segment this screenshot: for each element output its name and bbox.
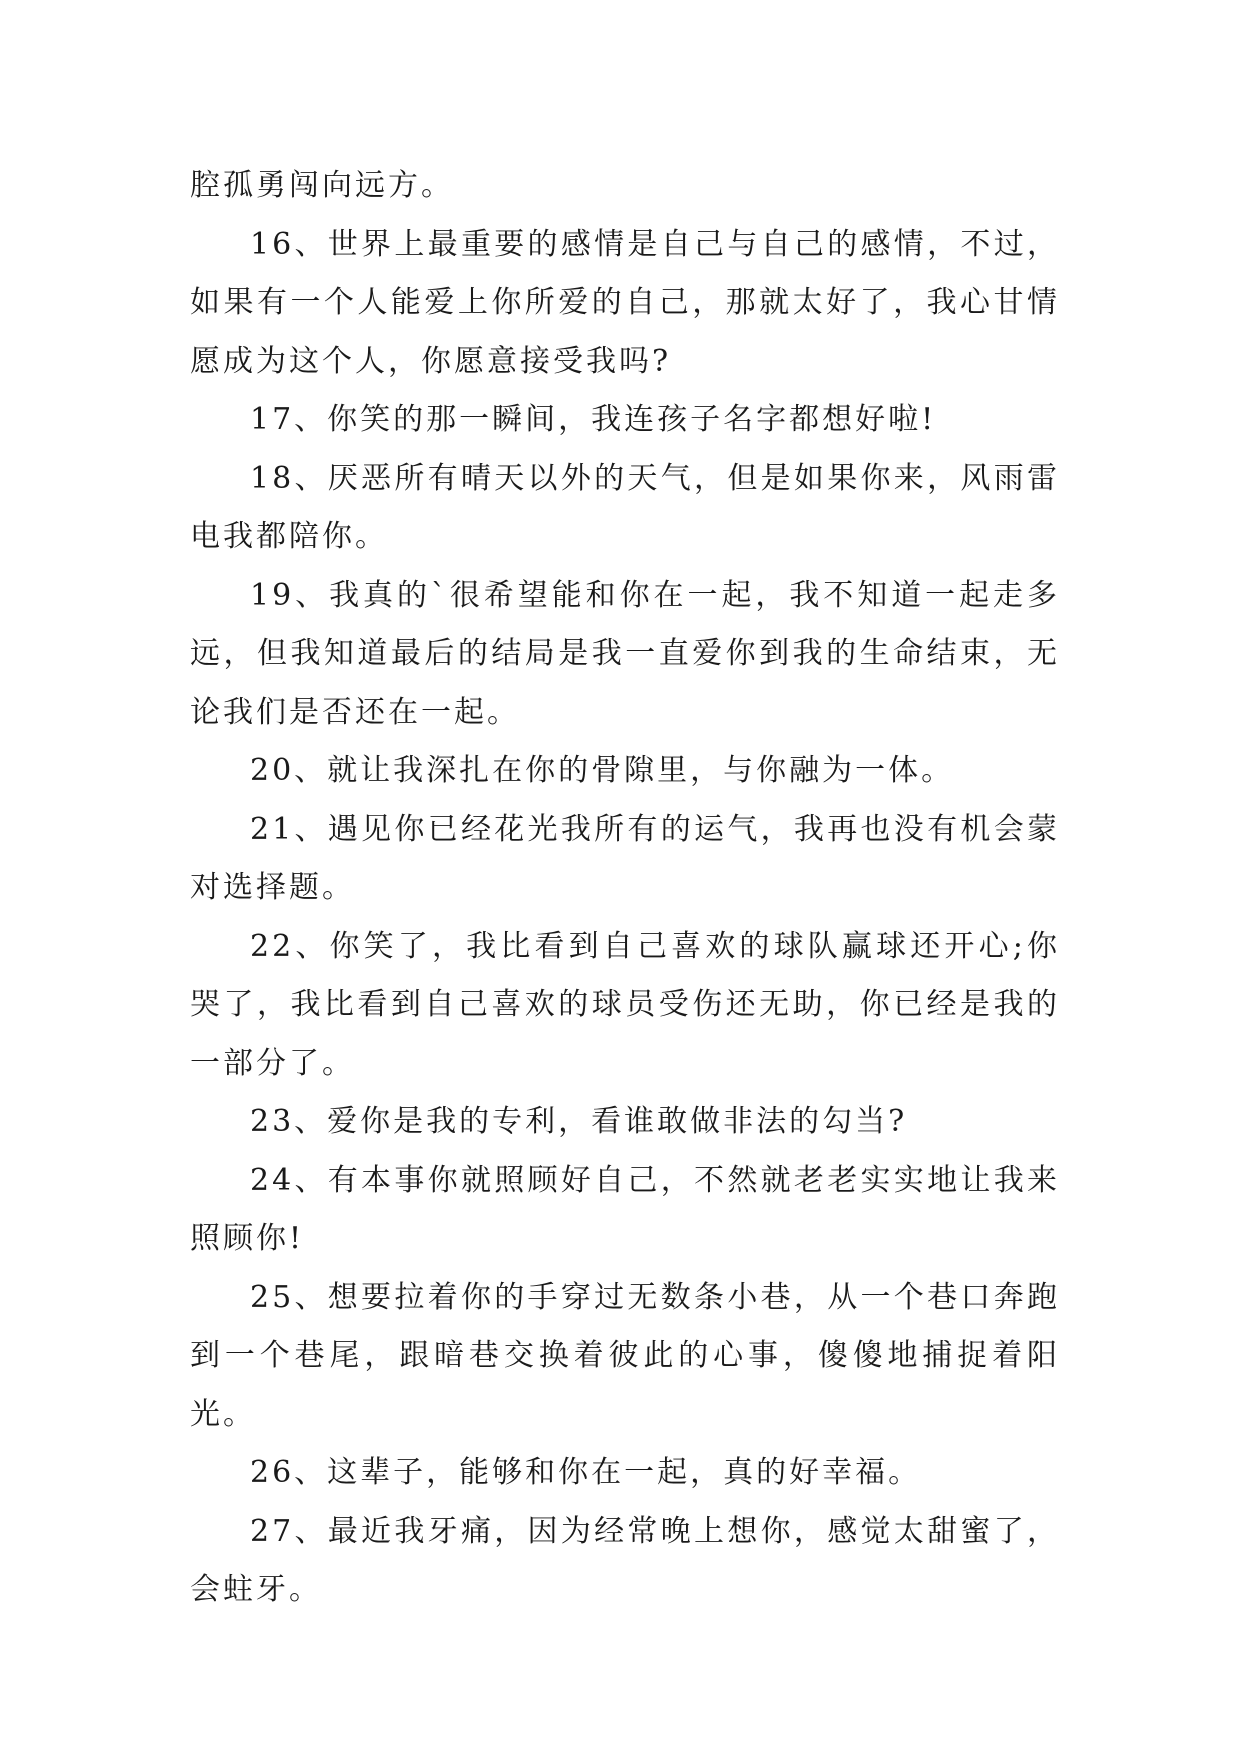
paragraph-18: 18、厌恶所有晴天以外的天气，但是如果你来，风雨雷电我都陪你。 <box>190 460 1060 554</box>
paragraph-19: 19、我真的`很希望能和你在一起，我不知道一起走多远，但我知道最后的结局是我一直爱你到我的生命结束，无论我们是否还在一起。 <box>190 577 1060 730</box>
paragraph-16: 16、世界上最重要的感情是自己与自己的感情，不过，如果有一个人能爱上你所爱的自己，那就太好了，我心甘情愿成为这个人，你愿意接受我吗? <box>190 226 1060 379</box>
paragraph-27: 27、最近我牙痛，因为经常晚上想你，感觉太甜蜜了，会蛀牙。 <box>190 1513 1060 1607</box>
paragraph-25: 25、想要拉着你的手穿过无数条小巷，从一个巷口奔跑到一个巷尾，跟暗巷交换着彼此的心事，傻傻地捕捉着阳光。 <box>190 1279 1060 1432</box>
body-text <box>190 157 1060 1620</box>
paragraph-20: 20、就让我深扎在你的骨隙里，与你融为一体。 <box>250 753 955 788</box>
paragraph-17: 17、你笑的那一瞬间，我连孩子名字都想好啦! <box>250 402 937 437</box>
paragraph-23: 23、爱你是我的专利，看谁敢做非法的勾当? <box>250 1104 908 1139</box>
paragraph-24: 24、有本事你就照顾好自己，不然就老老实实地让我来照顾你! <box>190 1162 1060 1256</box>
paragraph-continued: 腔孤勇闯向远方。 <box>190 168 454 203</box>
paragraph-26: 26、这辈子，能够和你在一起，真的好幸福。 <box>250 1455 922 1490</box>
paragraph-22: 22、你笑了，我比看到自己喜欢的球队赢球还开心;你哭了，我比看到自己喜欢的球员受伤还无助，你已经是我的一部分了。 <box>190 928 1060 1081</box>
paragraph-21: 21、遇见你已经花光我所有的运气，我再也没有机会蒙对选择题。 <box>190 811 1060 905</box>
